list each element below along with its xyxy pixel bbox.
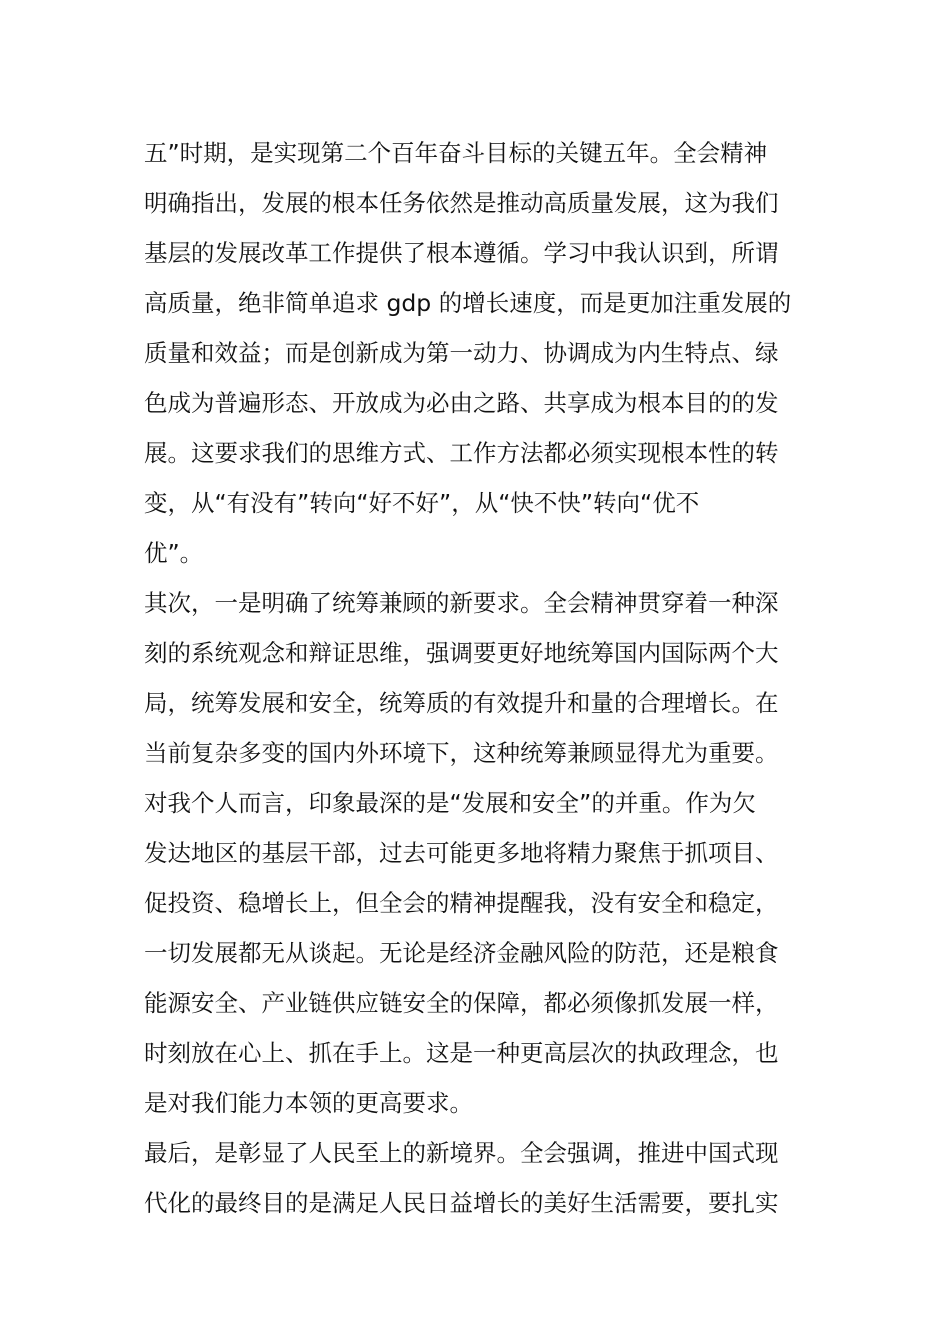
text-line: 发达地区的基层干部，过去可能更多地将精力聚焦于抓项目、 <box>144 839 779 867</box>
text-line: 变，从“有没有”转向“好不好”，从“快不快”转向“优不 <box>144 489 700 517</box>
text-line: 代化的最终目的是满足人民日益增长的美好生活需要，要扎实 <box>144 1189 779 1217</box>
text-line: 优”。 <box>144 539 204 567</box>
text-line: 色成为普遍形态、开放成为必由之路、共享成为根本目的的发 <box>144 389 779 417</box>
text-line: 促投资、稳增长上，但全会的精神提醒我，没有安全和稳定， <box>144 889 779 917</box>
text-line: 五”时期，是实现第二个百年奋斗目标的关键五年。全会精神 <box>144 139 768 167</box>
text-line: 刻的系统观念和辩证思维，强调要更好地统筹国内国际两个大 <box>144 639 779 667</box>
text-line: 最后，是彰显了人民至上的新境界。全会强调，推进中国式现 <box>144 1139 779 1167</box>
text-line: 展。这要求我们的思维方式、工作方法都必须实现根本性的转 <box>144 439 779 467</box>
text-line: 一切发展都无从谈起。无论是经济金融风险的防范，还是粮食 <box>144 939 779 967</box>
text-line: 能源安全、产业链供应链安全的保障，都必须像抓发展一样， <box>144 989 779 1017</box>
text-line: 基层的发展改革工作提供了根本遵循。学习中我认识到，所谓 <box>144 239 779 267</box>
body-text <box>144 128 814 1228</box>
text-line: 是对我们能力本领的更高要求。 <box>144 1089 473 1117</box>
text-line: 对我个人而言，印象最深的是“发展和安全”的并重。作为欠 <box>144 789 756 817</box>
text-line: 当前复杂多变的国内外环境下，这种统筹兼顾显得尤为重要。 <box>144 739 779 767</box>
text-line: 质量和效益；而是创新成为第一动力、协调成为内生特点、绿 <box>144 339 779 367</box>
text-line: 高质量，绝非简单追求 gdp 的增长速度，而是更加注重发展的 <box>144 289 792 317</box>
text-line: 时刻放在心上、抓在手上。这是一种更高层次的执政理念，也 <box>144 1039 779 1067</box>
text-line: 局，统筹发展和安全，统筹质的有效提升和量的合理增长。在 <box>144 689 779 717</box>
text-line: 其次，一是明确了统筹兼顾的新要求。全会精神贯穿着一种深 <box>144 589 779 617</box>
text-line: 明确指出，发展的根本任务依然是推动高质量发展，这为我们 <box>144 189 779 217</box>
